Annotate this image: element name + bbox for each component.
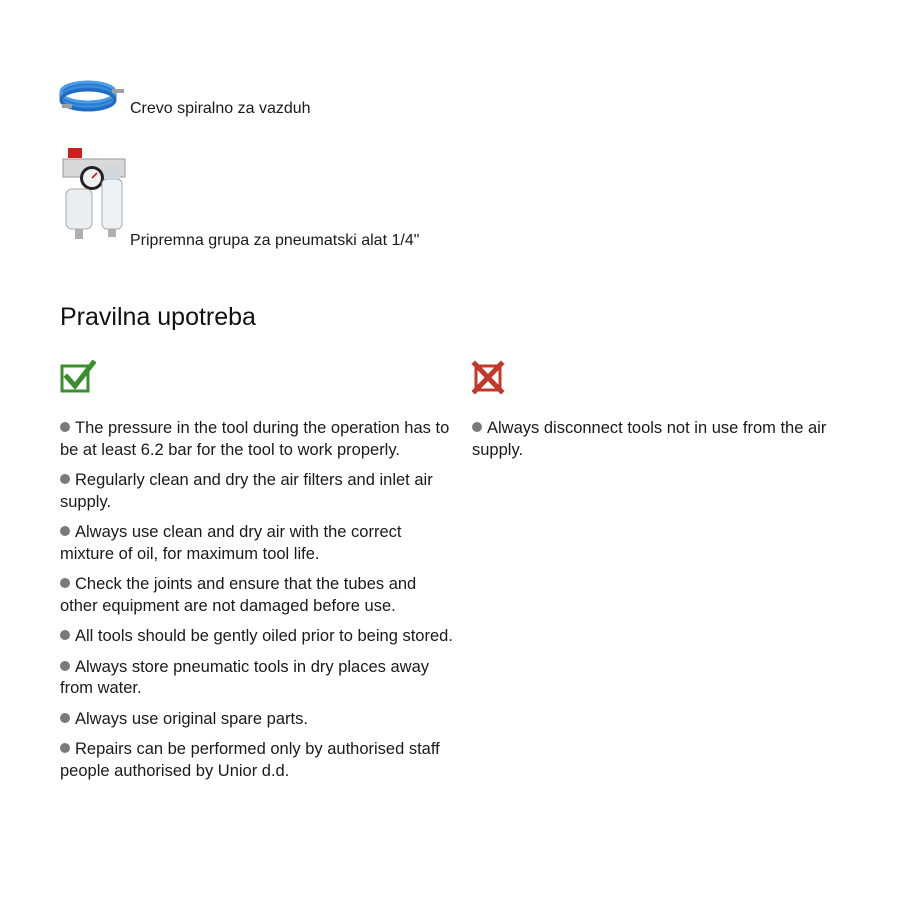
bullet-icon	[472, 422, 482, 432]
accessory-label: Pripremna grupa za pneumatski alat 1/4"	[130, 232, 420, 249]
bullet-icon	[60, 422, 70, 432]
list-item: Always store pneumatic tools in dry places away from water.	[60, 657, 429, 697]
list-item: Always disconnect tools not in use from the air supply.	[472, 419, 827, 459]
accessory-label: Crevo spiralno za vazduh	[130, 100, 311, 117]
bullet-icon	[60, 526, 70, 536]
bullet-icon	[60, 713, 70, 723]
correct-usage-column	[60, 360, 455, 791]
air-filter-regulator-icon	[58, 145, 128, 250]
bullet-icon	[60, 743, 70, 753]
section-title: Pravilna upotreba	[60, 303, 256, 331]
cross-icon	[472, 360, 506, 394]
incorrect-usage-list	[472, 418, 872, 461]
list-item: Check the joints and ensure that the tubes and other equipment are not damaged before use.	[60, 575, 417, 615]
list-item: All tools should be gently oiled prior to being stored.	[60, 626, 455, 648]
bullet-icon	[60, 474, 70, 484]
list-item: The pressure in the tool during the operation has to be at least 6.2 bar for the tool to work properly.	[60, 419, 450, 459]
list-item: Always use original spare parts.	[60, 709, 455, 731]
accessory-item	[58, 80, 311, 118]
list-item: Always use clean and dry air with the correct mixture of oil, for maximum tool life.	[60, 523, 402, 563]
bullet-icon	[60, 630, 70, 640]
list-item: Repairs can be performed only by authorised staff people authorised by Unior d.d.	[60, 740, 440, 780]
checkmark-icon	[60, 360, 96, 394]
bullet-icon	[60, 578, 70, 588]
coiled-air-hose-icon	[58, 80, 128, 118]
correct-usage-list	[60, 418, 455, 782]
list-item: Regularly clean and dry the air filters and inlet air supply.	[60, 471, 433, 511]
accessory-item	[58, 145, 419, 250]
bullet-icon	[60, 661, 70, 671]
incorrect-usage-column	[472, 360, 872, 470]
